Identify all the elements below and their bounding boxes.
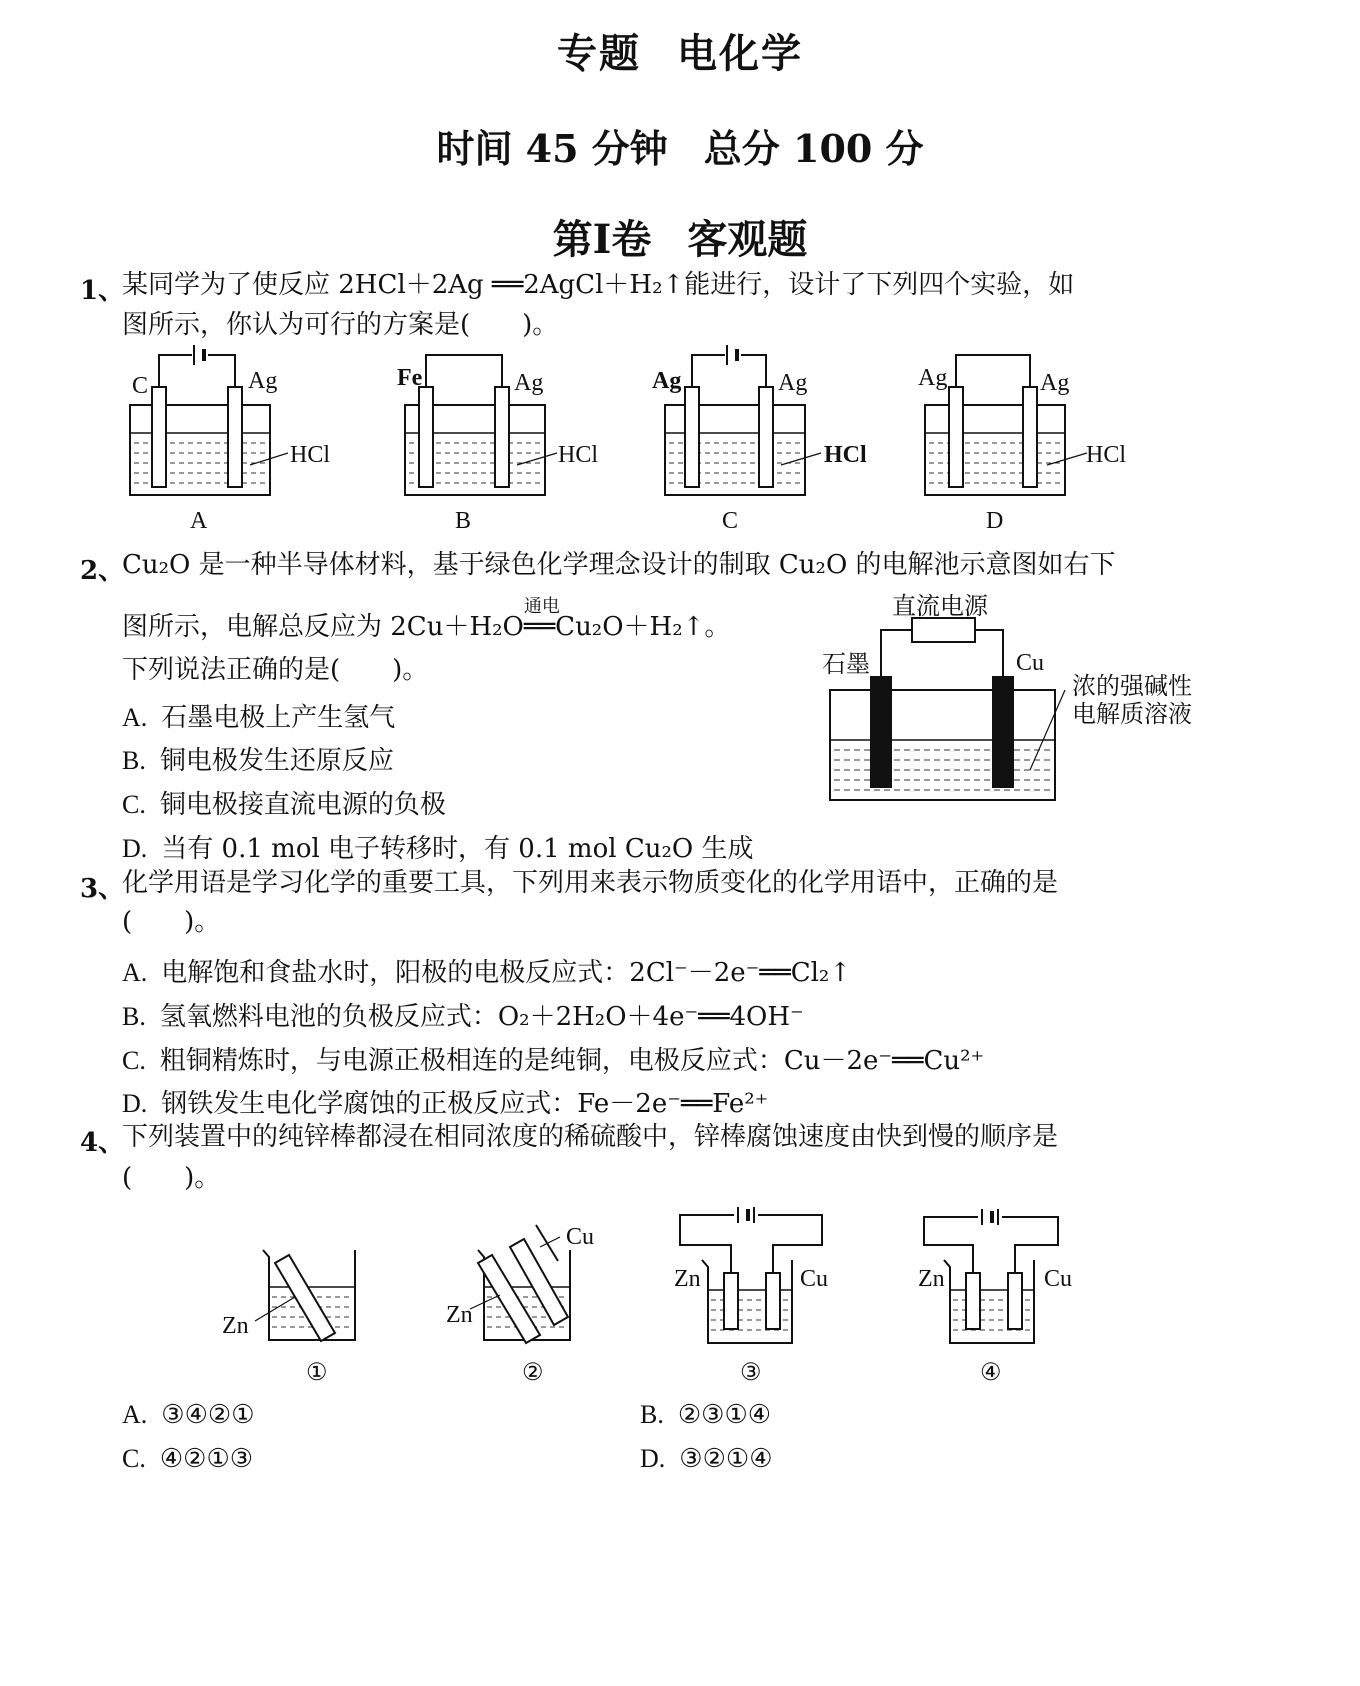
q1-b-right-label: Ag <box>514 370 544 396</box>
total-score: 总分 100 分 <box>703 126 924 171</box>
q2-option-c[interactable]: C. 铜电极接直流电源的负极 <box>122 790 446 820</box>
q4-fig3-cu-label: Cu <box>800 1266 829 1292</box>
question-2-text-line1: Cu₂O 是一种半导体材料，基于绿色化学理念设计的制取 Cu₂O 的电解池示意图如右下 <box>122 550 1116 580</box>
question-3-text-line1: 化学用语是学习化学的重要工具，下列用来表示物质变化的化学用语中，正确的是 <box>122 868 1059 898</box>
q3-option-c[interactable]: C. 粗铜精炼时，与电源正极相连的是纯铜，电极反应式：Cu－2e⁻══Cu²⁺ <box>122 1046 985 1076</box>
q2-solution-label-line1: 浓的强碱性 <box>1072 672 1192 700</box>
q4-fig4-caption: ④ <box>980 1360 1002 1386</box>
q1-c-caption: C <box>722 508 739 534</box>
q2-equation-right: Cu₂O＋H₂↑。 <box>555 612 731 642</box>
q4-fig2-caption: ② <box>522 1360 544 1386</box>
q1-b-left-label: Fe <box>397 365 423 391</box>
question-4-number: 4、 <box>80 1128 125 1158</box>
q1-c-right-label: Ag <box>778 370 808 396</box>
q1-d-right-label: Ag <box>1040 370 1070 396</box>
question-3-number: 3、 <box>80 874 125 904</box>
q2-equation-arrow: 通电 ══ <box>523 596 560 642</box>
q4-fig1-caption: ① <box>306 1360 328 1386</box>
question-1-number: 1、 <box>80 276 125 306</box>
q4-option-b[interactable]: B. ②③①④ <box>640 1400 772 1430</box>
q2-solution-label-line2: 电解质溶液 <box>1072 700 1192 728</box>
question-1-text-line2: 图所示，你认为可行的方案是( )。 <box>122 310 559 340</box>
q1-a-caption: A <box>190 508 208 534</box>
q4-fig4-cu-label: Cu <box>1044 1266 1073 1292</box>
q1-c-left-label: Ag <box>652 368 682 394</box>
q2-copper-label: Cu <box>1016 650 1045 676</box>
q1-b-caption: B <box>455 508 472 534</box>
q4-fig3-zn-label: Zn <box>674 1266 701 1292</box>
q2-power-label: 直流电源 <box>892 592 988 620</box>
time-limit: 时间 45 分钟 <box>436 126 668 171</box>
question-4-text-line1: 下列装置中的纯锌棒都浸在相同浓度的稀硫酸中，锌棒腐蚀速度由快到慢的顺序是 <box>122 1122 1059 1152</box>
page-title <box>0 22 1360 79</box>
question-4-text-line2: ( )。 <box>122 1163 221 1193</box>
q2-equation-condition: 通电 <box>523 596 560 617</box>
q4-figure-2 <box>470 1225 620 1355</box>
q4-figure-1 <box>255 1245 375 1355</box>
q2-option-b[interactable]: B. 铜电极发生还原反应 <box>122 746 394 776</box>
q4-fig4-zn-label: Zn <box>918 1266 945 1292</box>
q3-option-d[interactable]: D. 钢铁发生电化学腐蚀的正极反应式：Fe－2e⁻══Fe²⁺ <box>122 1089 769 1119</box>
q2-option-d[interactable]: D. 当有 0.1 mol 电子转移时，有 0.1 mol Cu₂O 生成 <box>122 834 754 864</box>
question-2-text-line3: 下列说法正确的是( )。 <box>122 655 429 685</box>
exam-info <box>0 118 1360 173</box>
q1-a-left-label: C <box>132 373 149 399</box>
q4-option-c[interactable]: C. ④②①③ <box>122 1444 254 1474</box>
q1-d-left-label: Ag <box>918 365 948 391</box>
q4-fig1-zn-label: Zn <box>222 1313 249 1339</box>
q3-option-a[interactable]: A. 电解饱和食盐水时，阳极的电极反应式：2Cl⁻－2e⁻══Cl₂↑ <box>122 958 852 988</box>
q2-option-a[interactable]: A. 石墨电极上产生氢气 <box>122 703 396 733</box>
question-2-number: 2、 <box>80 556 125 586</box>
q2-graphite-label: 石墨 <box>822 650 870 678</box>
question-2-text-line2 <box>122 596 731 643</box>
section-type: 客观题 <box>687 216 808 263</box>
subject-label: 电化学 <box>677 30 803 77</box>
q1-a-solution-label: HCl <box>290 442 331 468</box>
q4-fig2-cu-label: Cu <box>566 1224 595 1250</box>
q2-equation-left: 图所示，电解总反应为 2Cu＋H₂O <box>122 612 524 642</box>
q1-c-solution-label: HCl <box>824 442 867 468</box>
q4-option-d[interactable]: D. ③②①④ <box>640 1444 773 1474</box>
q4-fig2-zn-label: Zn <box>446 1302 473 1328</box>
q1-d-caption: D <box>986 508 1004 534</box>
q3-option-b[interactable]: B. 氢氧燃料电池的负极反应式：O₂＋2H₂O＋4e⁻══4OH⁻ <box>122 1002 804 1032</box>
q1-a-right-label: Ag <box>248 368 278 394</box>
section-title <box>0 208 1360 265</box>
topic-label: 专题 <box>557 30 641 77</box>
section-number: 第Ⅰ卷 <box>552 216 652 263</box>
q1-d-solution-label: HCl <box>1086 442 1127 468</box>
q1-b-solution-label: HCl <box>558 442 599 468</box>
question-3-text-line2: ( )。 <box>122 907 221 937</box>
q4-fig3-caption: ③ <box>740 1360 762 1386</box>
q4-option-a[interactable]: A. ③④②① <box>122 1400 255 1430</box>
question-1-text-line1: 某同学为了使反应 2HCl＋2Ag ══2AgCl＋H₂↑能进行，设计了下列四个实验，如 <box>122 270 1075 300</box>
